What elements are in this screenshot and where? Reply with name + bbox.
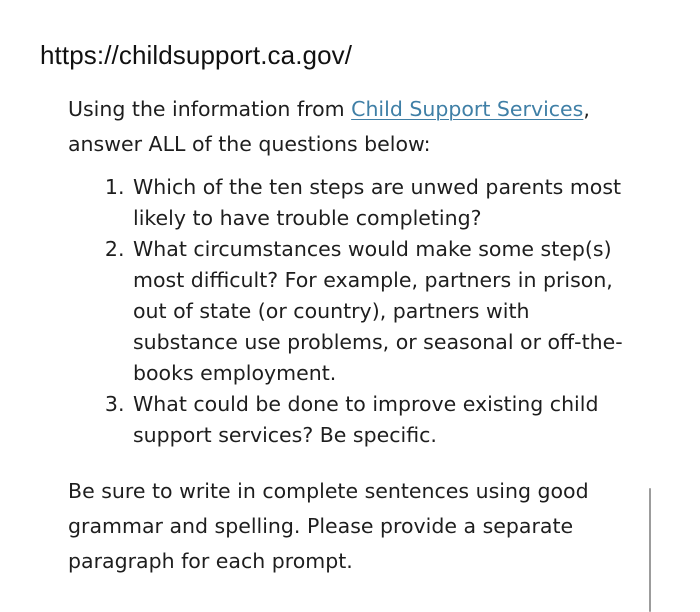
question-item-3: 3. What could be done to improve existing child support services? Be specific. bbox=[131, 389, 626, 451]
question-item-2: 2. What circumstances would make some step(s) most difficult? For example, partners in prison, out of state (or country), partners with substance use problems, or seasonal or off-the-books employment. bbox=[131, 234, 626, 389]
child-support-services-link[interactable]: Child Support Services bbox=[351, 97, 584, 121]
intro-paragraph bbox=[68, 92, 658, 162]
intro-text-start: Using the information from bbox=[68, 97, 352, 121]
questions-list bbox=[68, 172, 626, 451]
question-item-1: 1. Which of the ten steps are unwed parents most likely to have trouble completing? bbox=[131, 172, 626, 234]
closing-instructions: Be sure to write in complete sentences using good grammar and spelling. Please provide a separate paragraph for each prompt. bbox=[68, 479, 589, 573]
scrollbar[interactable] bbox=[649, 488, 651, 612]
url-text[interactable]: https://childsupport.ca.gov/ bbox=[40, 40, 353, 70]
intro-text-end: , answer ALL of the questions below: bbox=[68, 97, 590, 156]
assignment-body bbox=[68, 92, 658, 579]
